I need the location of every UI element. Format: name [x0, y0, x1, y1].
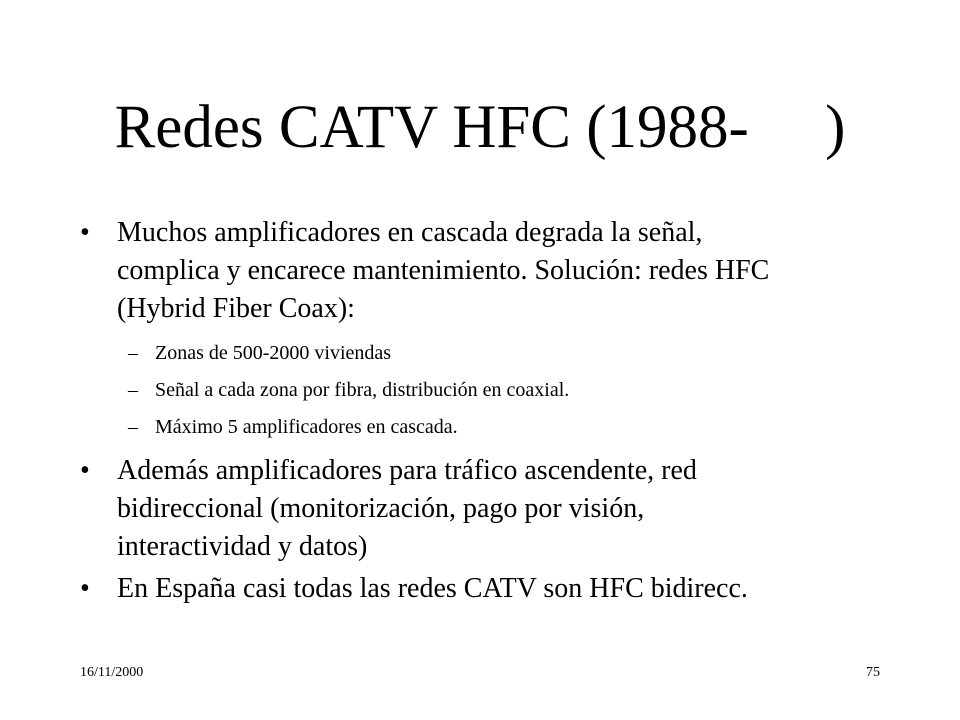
page-number: 75	[866, 665, 880, 680]
bullet-marker: •	[80, 217, 90, 248]
bullet-line: (Hybrid Fiber Coax):	[117, 293, 355, 324]
bullet-line: Muchos amplificadores en cascada degrada la señal,	[117, 217, 703, 248]
bullet-item	[80, 452, 880, 566]
bullet-marker: •	[80, 455, 90, 486]
bullet-line: En España casi todas las redes CATV son HFC bidirecc.	[117, 573, 748, 604]
slide-title: Redes CATV HFC (1988- )	[114, 94, 846, 161]
bullet-line: Además amplificadores para tráfico ascendente, red	[117, 455, 697, 486]
footer-date: 16/11/2000	[80, 665, 144, 680]
bullet-line: interactividad y datos)	[117, 531, 368, 562]
sub-bullet-text: Máximo 5 amplificadores en cascada.	[155, 416, 458, 438]
sub-bullet-marker: –	[128, 342, 138, 364]
sub-bullet-item	[80, 372, 880, 409]
bullet-item	[80, 214, 880, 328]
sub-bullet-list	[80, 335, 880, 446]
bullet-item	[80, 570, 880, 608]
bullet-list	[80, 214, 880, 608]
bullet-line: complica y encarece mantenimiento. Solución: redes HFC	[117, 255, 770, 286]
sub-bullet-text: Zonas de 500-2000 viviendas	[155, 342, 392, 364]
bullet-line: bidireccional (monitorización, pago por visión,	[117, 493, 645, 524]
bullet-marker: •	[80, 573, 90, 604]
sub-bullet-marker: –	[128, 379, 138, 401]
sub-bullet-item	[80, 409, 880, 446]
sub-bullet-item	[80, 335, 880, 372]
sub-bullet-marker: –	[128, 416, 138, 438]
sub-bullet-text: Señal a cada zona por fibra, distribución en coaxial.	[155, 379, 570, 401]
